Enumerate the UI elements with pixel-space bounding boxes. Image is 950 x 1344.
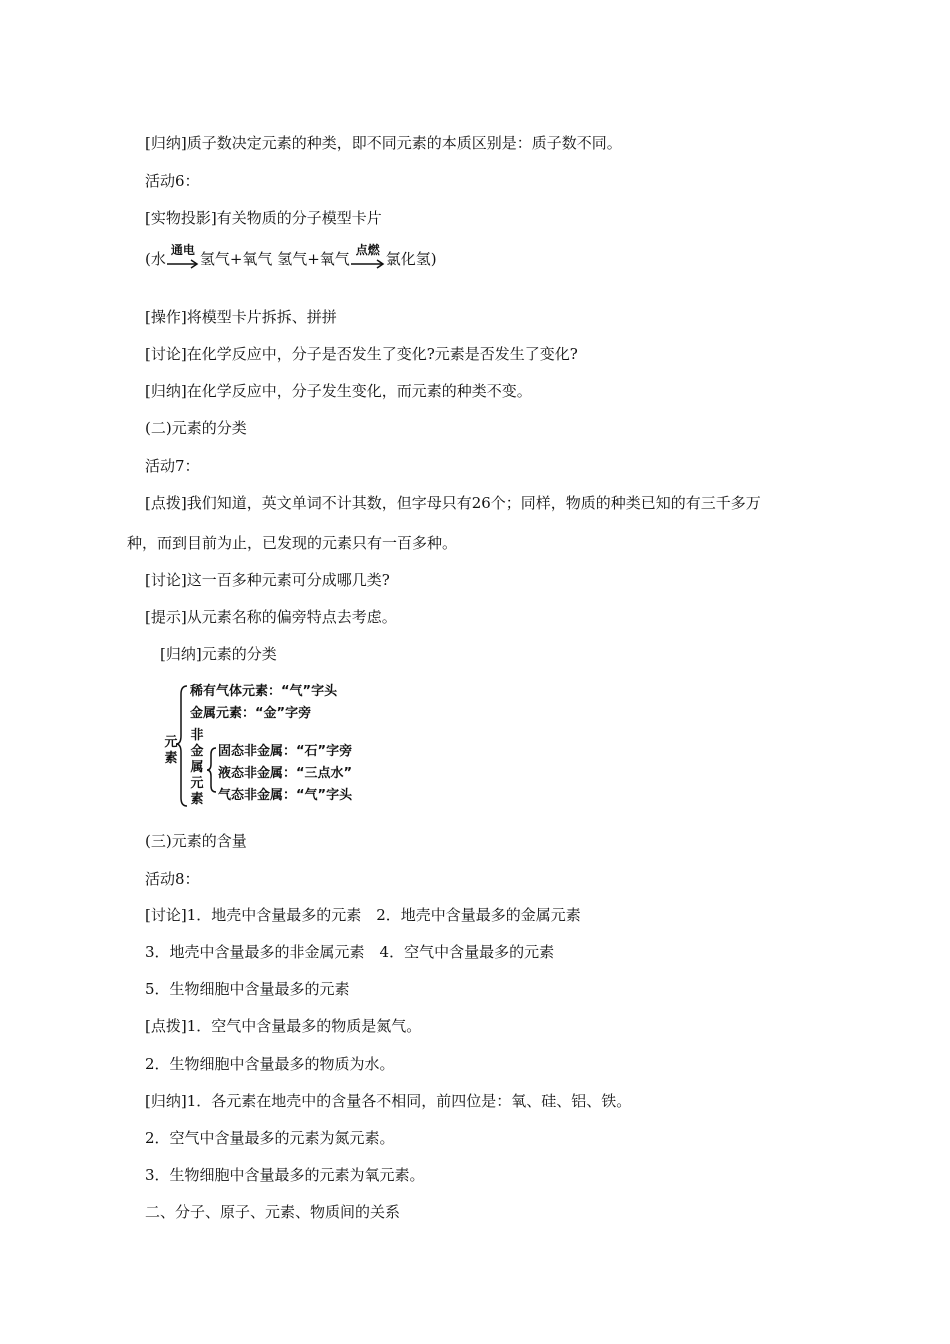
reaction-equation bbox=[145, 243, 437, 274]
text-line: [提示]从元素名称的偏旁特点去考虑。 bbox=[145, 608, 397, 626]
text-line: [归纳]1．各元素在地壳中的含量各不相同，前四位是：氧、硅、铝、铁。 bbox=[145, 1092, 632, 1110]
text-line: 2．空气中含量最多的元素为氮元素。 bbox=[145, 1129, 395, 1147]
text-line: 5．生物细胞中含量最多的元素 bbox=[145, 980, 350, 998]
text-line: [点拨]1．空气中含量最多的物质是氮气。 bbox=[145, 1017, 422, 1035]
tree-nonmetal-char: 非 bbox=[190, 728, 204, 743]
text-line: [讨论]这一百多种元素可分成哪几类? bbox=[145, 571, 390, 589]
tree-liquid-nonmetal: 液态非金属：“三点水” bbox=[218, 766, 353, 781]
tree-solid-nonmetal: 固态非金属：“石”字旁 bbox=[218, 744, 353, 759]
text-line: [操作]将模型卡片拆拆、拼拼 bbox=[145, 308, 337, 326]
tree-root-char: 素 bbox=[164, 751, 178, 766]
tree-noble-gas: 稀有气体元素：“气”字头 bbox=[190, 684, 338, 699]
equation-open: (水 bbox=[145, 250, 166, 268]
text-line: [归纳]在化学反应中，分子发生变化，而元素的种类不变。 bbox=[145, 382, 532, 400]
tree-nonmetal bbox=[190, 728, 204, 808]
tree-nonmetal-char: 属 bbox=[190, 760, 204, 775]
equation-middle: 氢气+氧气 氢气+氧气 bbox=[199, 250, 350, 268]
text-line: (二)元素的分类 bbox=[145, 419, 247, 437]
text-line: [归纳]质子数决定元素的种类，即不同元素的本质区别是：质子数不同。 bbox=[145, 134, 622, 152]
section-heading: 二、分子、原子、元素、物质间的关系 bbox=[145, 1203, 401, 1221]
reaction-condition: 通电 bbox=[170, 243, 195, 257]
tree-root bbox=[164, 735, 178, 767]
text-line: 活动6： bbox=[145, 172, 200, 190]
text-line: 3．生物细胞中含量最多的元素为氧元素。 bbox=[145, 1166, 425, 1184]
equation-end: 氯化氢) bbox=[385, 250, 437, 268]
tree-nonmetal-char: 素 bbox=[190, 792, 204, 807]
tree-metal: 金属元素：“金”字旁 bbox=[190, 706, 312, 721]
text-line: 活动7： bbox=[145, 457, 200, 475]
reaction-condition: 点燃 bbox=[355, 243, 380, 257]
tree-nonmetal-char: 元 bbox=[190, 776, 204, 791]
text-line: 活动8： bbox=[145, 870, 200, 888]
tree-root-char: 元 bbox=[164, 735, 178, 750]
text-line: [点拨]我们知道，英文单词不计其数，但字母只有26个；同样，物质的种类已知的有三千多万 bbox=[145, 494, 761, 512]
text-line: [实物投影]有关物质的分子模型卡片 bbox=[145, 209, 382, 227]
text-line: 种，而到目前为止，已发现的元素只有一百多种。 bbox=[127, 534, 458, 552]
text-line: [讨论]在化学反应中，分子是否发生了变化?元素是否发生了变化? bbox=[145, 345, 578, 363]
text-line: [讨论]1．地壳中含量最多的元素 2．地壳中含量最多的金属元素 bbox=[145, 906, 581, 924]
element-classification-diagram bbox=[160, 680, 400, 810]
reaction-arrow bbox=[167, 243, 199, 269]
text-line: [归纳]元素的分类 bbox=[160, 645, 277, 663]
tree-gas-nonmetal: 气态非金属：“气”字头 bbox=[218, 788, 353, 803]
text-line: 3．地壳中含量最多的非金属元素 4．空气中含量最多的元素 bbox=[145, 943, 555, 961]
text-line: (三)元素的含量 bbox=[145, 832, 247, 850]
text-line: 2．生物细胞中含量最多的物质为水。 bbox=[145, 1055, 395, 1073]
reaction-arrow bbox=[351, 243, 385, 269]
tree-nonmetal-char: 金 bbox=[190, 744, 204, 759]
